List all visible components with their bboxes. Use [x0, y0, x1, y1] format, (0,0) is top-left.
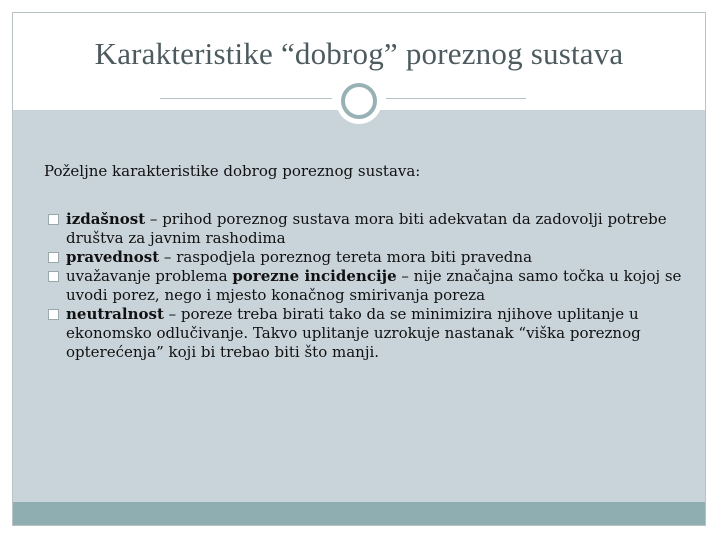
bullet-text: – prihod poreznog sustava mora biti adekvatan da zadovolji potrebe društva za javnim rashodima — [66, 210, 667, 247]
bullet-box-icon — [48, 214, 59, 225]
bullet-box-icon — [48, 309, 59, 320]
intro-text: Poželjne karakteristike dobrog poreznog sustava: — [44, 162, 421, 180]
bullet-neutralnost — [48, 305, 688, 362]
title-divider-right — [386, 98, 526, 99]
bullet-term: pravednost — [66, 248, 160, 266]
bullet-incidencija — [48, 267, 688, 305]
bullet-text: – nije značajna samo točka u kojoj se uvodi porez, nego i mjesto konačnog smirivanja poreza — [66, 267, 682, 304]
circle-ring — [341, 83, 377, 119]
bullet-text: – poreze treba birati tako da se minimizira njihove uplitanje u ekonomsko odlučivanje. Takvo uplitanje uzrokuje nastanak “viška poreznog opterećenja” koji bi trebao biti što manji. — [66, 305, 641, 361]
title-divider-left — [160, 98, 332, 99]
bullet-box-icon — [48, 271, 59, 282]
bullet-izdasnost — [48, 210, 688, 248]
bullet-term: izdašnost — [66, 210, 146, 228]
footer-bar — [13, 502, 705, 525]
bullet-pre: uvažavanje problema — [66, 267, 233, 285]
bullet-list — [48, 210, 688, 362]
circle-ornament-icon — [336, 78, 382, 124]
bullet-text: – raspodjela poreznog tereta mora biti pravedna — [159, 248, 533, 266]
bullet-box-icon — [48, 252, 59, 263]
bullet-term: porezne incidencije — [232, 267, 397, 285]
slide-title: Karakteristike “dobrog” poreznog sustava — [94, 36, 624, 71]
bullet-term: neutralnost — [66, 305, 164, 323]
bullet-pravednost — [48, 248, 688, 267]
